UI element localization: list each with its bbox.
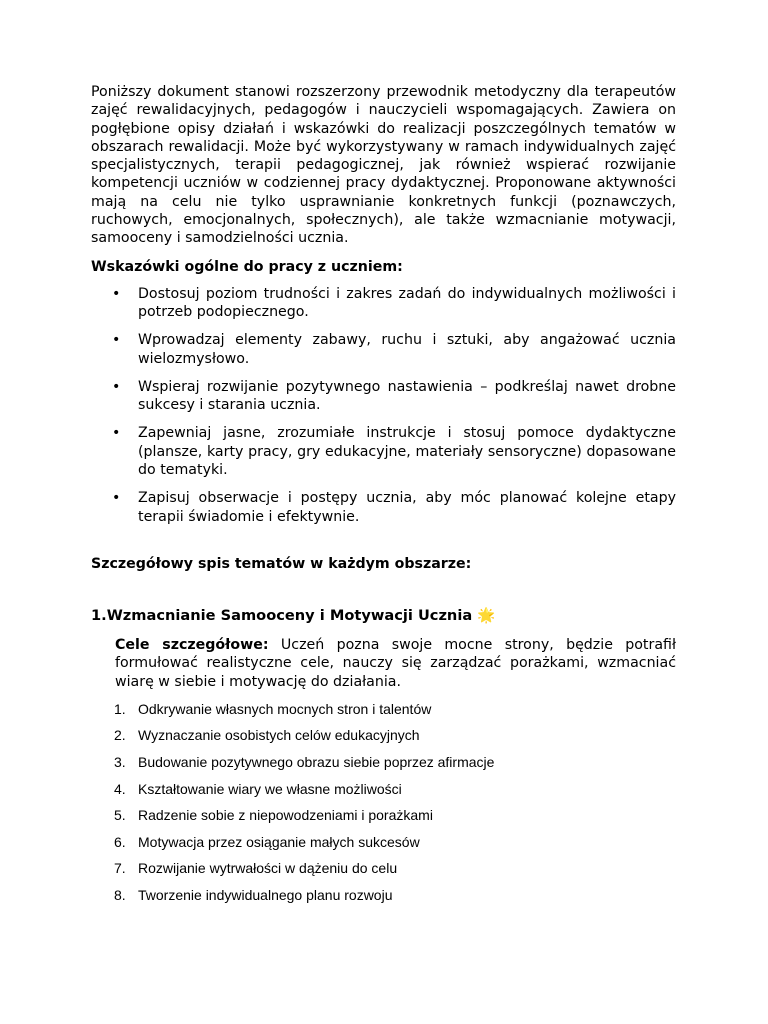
topic-text: Wyznaczanie osobistych celów edukacyjnych [138,727,420,744]
item-number: 1. [114,700,126,717]
list-item [91,860,676,877]
list-item [91,754,676,771]
topic-text: Motywacja przez osiąganie małych sukcesów [138,833,420,850]
section-title: 1.Wzmacnianie Samooceny i Motywacji Ucznia 🌟 [91,606,496,624]
list-item [91,285,676,322]
list-item [91,378,676,415]
goals-text: Uczeń pozna swoje mocne strony, będzie potrafił formułować realistyczne cele, nauczy się zarządzać porażkami, wzmacniać wiarę w siebie i motywację do działania. [115,636,676,690]
tip-text: Wspieraj rozwijanie pozytywnego nastawienia – podkreślaj nawet drobne sukcesy i starania ucznia. [138,378,676,414]
item-number: 7. [114,860,126,877]
list-item [91,701,676,718]
list-item [91,781,676,798]
topic-text: Budowanie pozytywnego obrazu siebie poprzez afirmacje [138,754,495,771]
topics-heading: Szczegółowy spis tematów w każdym obszarze: [91,555,472,572]
topic-text: Radzenie sobie z niepowodzeniami i porażkami [138,807,433,824]
topic-text: Kształtowanie wiary we własne możliwości [138,780,402,797]
list-item [91,887,676,904]
topic-text: Odkrywanie własnych mocnych stron i talentów [138,700,432,717]
list-item [91,424,676,479]
item-number: 8. [114,886,126,903]
general-tips-list [91,285,676,526]
list-item [91,727,676,744]
item-number: 3. [114,754,126,771]
list-item [91,807,676,824]
tip-text: Dostosuj poziom trudności i zakres zadań do indywidualnych możliwości i potrzeb podopiecznego. [138,285,676,320]
tip-text: Zapisuj obserwacje i postępy ucznia, aby móc planować kolejne etapy terapii świadomie i efektywnie. [138,490,676,525]
item-number: 5. [114,807,126,824]
item-number: 4. [114,780,126,797]
list-item [91,489,676,526]
list-item [91,331,676,368]
tip-text: Zapewniaj jasne, zrozumiałe instrukcje i stosuj pomoce dydaktyczne (plansze, karty pracy, gry edukacyjne, materiały sensoryczne) dopasowane do tematyki. [138,425,676,479]
item-number: 2. [114,727,126,744]
topic-text: Tworzenie indywidualnego planu rozwoju [138,886,393,903]
list-item [91,834,676,851]
tip-text: Wprowadzaj elementy zabawy, ruchu i sztuki, aby angażować ucznia wielozmysłowo. [138,332,676,367]
section-goals [115,636,676,691]
intro-paragraph: Poniższy dokument stanowi rozszerzony przewodnik metodyczny dla terapeutów zajęć rewalidacyjnych, pedagogów i nauczycieli wspomagających. Zawiera on pogłębione opisy działań i wskazówki do realizacji poszczególnych tematów w obszarach rewalidacji. Może być wykorzystywany w ramach indywidualnych zajęć specjalistycznych, terapii pedagogicznej, jak również wspierać rozwijanie kompetencji uczniów w codziennej pracy dydaktycznej. Proponowane aktywności mają na celu nie tylko usprawnianie konkretnych funkcji (poznawczych, ruchowych, emocjonalnych, społecznych), ale także wzmacnianie motywacji, samooceny i samodzielności ucznia. [91,84,676,247]
document-page [91,83,676,914]
bullet-icon: • [112,378,121,395]
bullet-icon: • [112,425,121,442]
bullet-icon: • [112,285,121,302]
general-tips-heading: Wskazówki ogólne do pracy z uczniem: [91,258,403,275]
item-number: 6. [114,833,126,850]
bullet-icon: • [112,490,121,507]
topic-text: Rozwijanie wytrwałości w dążeniu do celu [138,860,398,877]
goals-label: Cele szczegółowe: [115,636,269,653]
topics-list [91,701,676,904]
bullet-icon: • [112,332,121,349]
